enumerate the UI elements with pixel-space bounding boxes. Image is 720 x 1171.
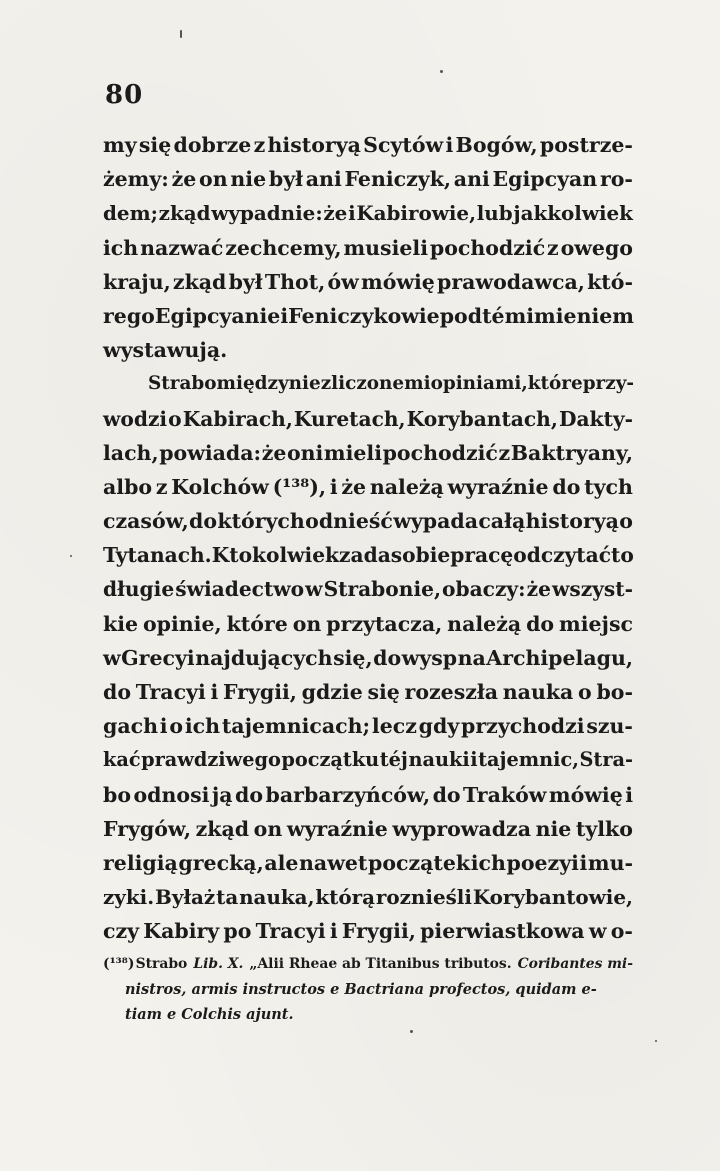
footnotes bbox=[103, 952, 633, 1027]
text-line: albo z Kolchów (¹³⁸), i że należą wyraźnie do tych bbox=[103, 474, 633, 499]
text-line: czasów, do których odnieść wypada całą historyą o bbox=[103, 509, 633, 534]
footnote-segment: tiam e Colchis ajunt. bbox=[125, 1006, 294, 1023]
page-number: 80 bbox=[105, 80, 144, 110]
text-line: wystawują. bbox=[103, 338, 228, 363]
text-line: kać prawdziwego początku téj nauki i tajemnic, Stra- bbox=[103, 748, 633, 772]
ink-speck bbox=[70, 555, 72, 557]
text-line: kraju, zkąd był Thot, ów mówię prawodawca, któ- bbox=[103, 269, 633, 294]
footnote-line bbox=[103, 1002, 633, 1027]
footnote-line bbox=[103, 977, 633, 1002]
ink-speck bbox=[655, 1040, 657, 1042]
text-line: wodzi o Kabirach, Kuretach, Korybantach, Dakty- bbox=[103, 406, 633, 431]
text-line: my się dobrze z historyą Scytów i Bogów, postrze- bbox=[103, 133, 633, 157]
text-line: zyki. Byłaż ta nauka, którą roznieśli Korybantowie, bbox=[103, 885, 633, 910]
text-line: dem; zkąd wypadnie: że i Kabirowie, lub jakkolwiek bbox=[103, 201, 633, 226]
footnote-marker: (¹³⁸) bbox=[103, 956, 135, 972]
text-line: czy Kabiry po Tracyi i Frygii, pierwiastkowa w o- bbox=[103, 919, 633, 944]
footnote-segment: „Alii Rheae ab Titanibus tributos. bbox=[244, 956, 512, 972]
text-line: Strabo między niezliczonemi opiniami, które przy- bbox=[148, 373, 635, 395]
text-line: Tytanach. Ktokolwiek zada sobie pracę odczytać to bbox=[103, 543, 634, 568]
text-line: żemy: że on nie był ani Feniczyk, ani Egipcyan ro- bbox=[103, 167, 633, 192]
footnote-segment: nistros, armis instructos e Bactriana profectos, quidam e- bbox=[125, 981, 597, 998]
body-text bbox=[103, 128, 633, 949]
text-line: w Grecyi najdujących się, do wysp na Archipelagu, bbox=[103, 645, 633, 670]
text-line: rego Egipcyanie i Feniczykowie pod tém imieniem bbox=[103, 303, 635, 328]
text-line: do Tracyi i Frygii, gdzie się rozeszła nauka o bo- bbox=[103, 680, 633, 704]
text-line: Frygów, zkąd on wyraźnie wyprowadza nie tylko bbox=[103, 816, 633, 841]
footnote-segment: Strabo bbox=[135, 956, 193, 972]
ink-speck bbox=[410, 1030, 413, 1033]
text-line: długie świadectwo w Strabonie, obaczy: że wszyst- bbox=[103, 577, 633, 602]
footnote-segment: Coribantes mi- bbox=[512, 956, 633, 972]
text-line: ich nazwać zechcemy, musieli pochodzić z owego bbox=[103, 235, 633, 260]
text-line: gach i o ich tajemnicach; lecz gdy przychodzi szu- bbox=[103, 714, 633, 739]
text-line: kie opinie, które on przytacza, należą do miejsc bbox=[103, 611, 633, 636]
text-line: religią grecką, ale nawet początek ich poezyi i mu- bbox=[103, 850, 633, 875]
footnote-segment: Lib. X. bbox=[193, 956, 244, 972]
text-line: lach, powiada: że oni mieli pochodzić z Baktryany, bbox=[103, 440, 633, 465]
text-line: bo odnosi ją do barbarzyńców, do Traków mówię i bbox=[103, 782, 633, 807]
ink-speck bbox=[440, 70, 443, 73]
ink-speck bbox=[180, 30, 182, 38]
footnote-line bbox=[103, 952, 633, 977]
